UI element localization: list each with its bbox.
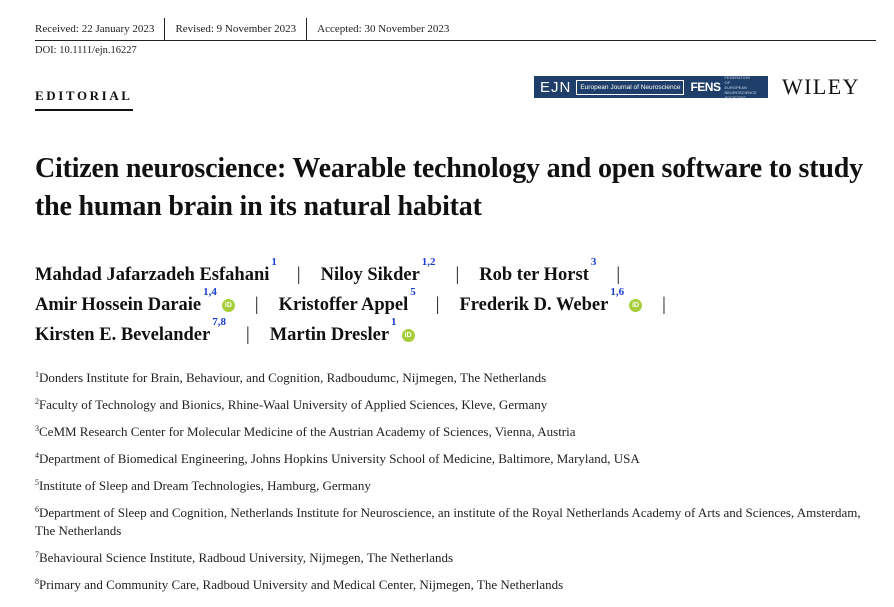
received-date: Received: 22 January 2023 <box>35 23 155 35</box>
affiliation-ref[interactable]: 1 <box>391 316 397 328</box>
affiliation-text: Primary and Community Care, Radboud University and Medical Center, Nijmegen, The Netherlands <box>39 577 564 592</box>
affiliation-text: CeMM Research Center for Molecular Medicine of the Austrian Academy of Sciences, Vienna, Austria <box>39 424 576 439</box>
affiliation-item <box>35 366 865 387</box>
author-line <box>35 316 875 350</box>
header-rule <box>35 40 876 41</box>
author-name[interactable]: Martin Dresler $^1$ <box>269 316 397 345</box>
affiliation-number: 8 <box>35 577 39 586</box>
author-separator: | <box>254 295 259 315</box>
affiliation-ref[interactable]: 3 <box>590 256 597 268</box>
affiliation-text: Donders Institute for Brain, Behaviour, and Cognition, Radboudumc, Nijmegen, The Netherlands <box>39 370 547 385</box>
affiliation-text: Department of Biomedical Engineering, Johns Hopkins University School of Medicine, Baltimore, Maryland, USA <box>39 451 640 466</box>
date-separator <box>306 18 307 40</box>
author-name[interactable]: Amir Hossein Daraie $^{1,4}$ <box>35 286 217 315</box>
affiliation-number: 3 <box>35 424 39 433</box>
author-name[interactable]: Niloy Sikder $^{1,2}$ <box>320 256 436 285</box>
journal-banner-logo[interactable] <box>534 76 768 98</box>
author-name[interactable]: Frederik D. Weber $^{1,6}$ <box>459 286 625 315</box>
date-separator <box>164 18 165 40</box>
accepted-date: Accepted: 30 November 2023 <box>317 23 450 35</box>
affiliation-number: 7 <box>35 550 39 559</box>
affiliation-item <box>35 420 865 441</box>
section-label: EDITORIAL <box>35 88 133 111</box>
author-list <box>35 256 875 350</box>
revised-date: Revised: 9 November 2023 <box>175 23 297 35</box>
author-separator: | <box>662 295 666 315</box>
affiliation-number: 6 <box>35 505 39 514</box>
affiliation-item <box>35 546 865 567</box>
affiliation-text: Faculty of Technology and Bionics, Rhine-Waal University of Applied Sciences, Kleve, Germany <box>39 397 548 412</box>
author-name[interactable]: Mahdad Jafarzadeh Esfahani $^1$ <box>35 256 277 285</box>
author-name[interactable]: Kristoffer Appel $^5$ <box>278 286 416 315</box>
journal-abbr: EJN <box>540 78 572 96</box>
affiliation-item <box>35 573 865 594</box>
affiliation-item <box>35 501 865 540</box>
author-separator: | <box>616 265 621 285</box>
society-subtitle: FEDERATION OF EUROPEAN NEUROSCIENCE SOCIETIES <box>724 74 757 100</box>
author-line <box>35 286 875 320</box>
author-separator: | <box>435 295 440 315</box>
affiliation-text: Behavioural Science Institute, Radboud University, Nijmegen, The Netherlands <box>39 550 454 565</box>
affiliation-ref[interactable]: 1,4 <box>203 286 217 298</box>
affiliation-item <box>35 447 865 468</box>
affiliation-number: 1 <box>35 370 39 379</box>
affiliation-ref[interactable]: 1 <box>271 256 277 268</box>
affiliation-number: 5 <box>35 478 39 487</box>
article-title: Citizen neuroscience: Wearable technology and open software to study the human brain in its natural habitat <box>35 153 863 222</box>
affiliation-item <box>35 393 865 414</box>
affiliation-item <box>35 474 865 495</box>
author-name[interactable]: Rob ter Horst $^3$ <box>479 256 597 285</box>
affiliation-number: 4 <box>35 451 39 460</box>
journal-name: European Journal of Neuroscience <box>576 80 684 95</box>
article-dates <box>35 17 449 41</box>
author-separator: | <box>455 265 460 285</box>
author-line <box>35 256 875 290</box>
orcid-icon[interactable]: iD <box>629 299 642 312</box>
author-name[interactable]: Kirsten E. Bevelander $^{7,8}$ <box>35 316 226 345</box>
affiliation-list <box>35 366 865 600</box>
affiliation-number: 2 <box>35 397 39 406</box>
orcid-icon[interactable]: iD <box>402 329 415 342</box>
affiliation-ref[interactable]: 1,2 <box>421 256 436 268</box>
affiliation-text: Department of Sleep and Cognition, Netherlands Institute for Neuroscience, an institute of the Royal Netherlands Academy of Arts and Sciences, Amsterdam, The Netherlands <box>35 505 861 538</box>
affiliation-ref[interactable]: 7,8 <box>212 316 226 328</box>
doi-link[interactable]: DOI: 10.1111/ejn.16227 <box>35 45 137 56</box>
author-separator: | <box>245 325 250 345</box>
orcid-icon[interactable]: iD <box>222 299 235 312</box>
author-separator: | <box>296 265 301 285</box>
society-logo: FENS <box>690 80 721 94</box>
affiliation-ref[interactable]: 5 <box>410 286 416 298</box>
affiliation-ref[interactable]: 1,6 <box>610 286 625 298</box>
affiliation-text: Institute of Sleep and Dream Technologies, Hamburg, Germany <box>39 478 371 493</box>
publisher-logo[interactable]: WILEY <box>782 74 860 99</box>
